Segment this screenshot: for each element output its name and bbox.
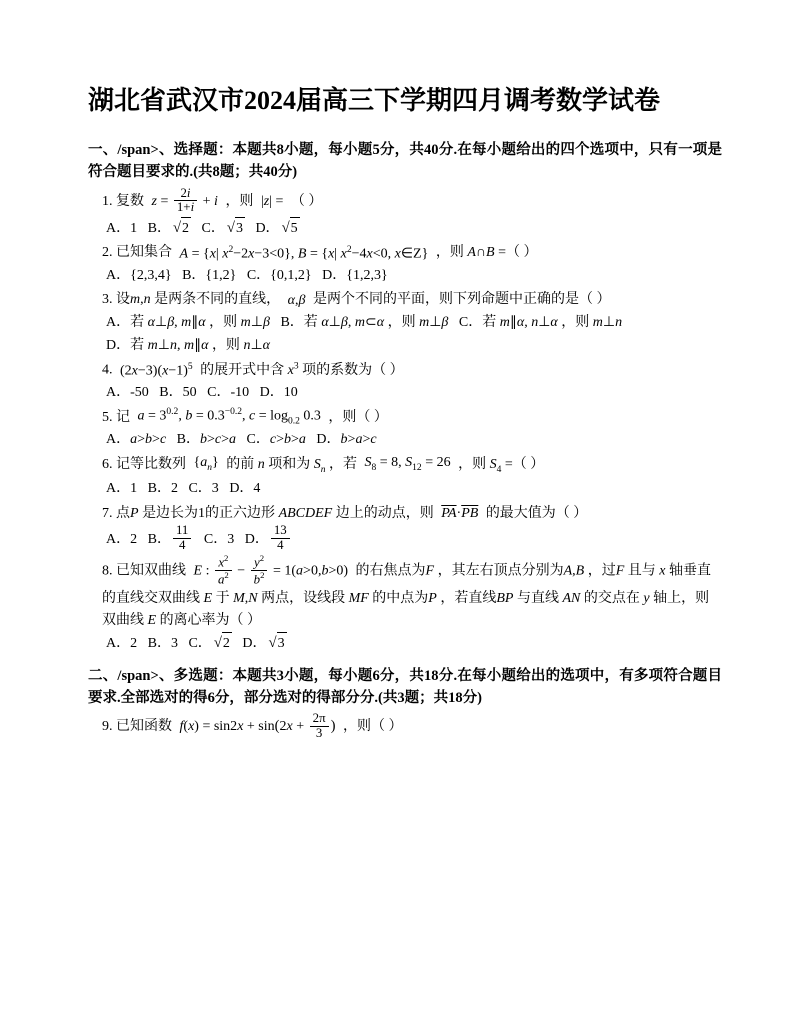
section-heading-1: 一、/span>、选择题：本题共8小题，每小题5分，共40分.在每小题给出的四个选项中，只有一项是符合题目要求的.(共8题；共40分)	[88, 142, 722, 181]
question-1-blank: （ ）	[290, 194, 323, 210]
option-b: B．{1,2}	[182, 268, 237, 284]
question-1-options	[88, 217, 722, 241]
option-b: B．2	[147, 481, 178, 497]
question-7-stem-pre: 点P 是边长为1的正六边形 ABCDEF 边上的动点，则	[116, 505, 434, 521]
question-7-formula: $\overline{PA}\cdot\overline{PB}$	[441, 505, 479, 521]
page-title: 湖北省武汉市2024届高三下学期四月调考数学试卷	[88, 86, 661, 115]
question-7	[88, 503, 722, 525]
question-2-stem-post: ，则 A∩B =（ ）	[435, 245, 538, 261]
question-1-modulus: |z| =	[260, 194, 284, 210]
question-4-number: 4.	[102, 362, 113, 378]
option-b: B．50	[159, 385, 197, 401]
question-6	[88, 454, 722, 478]
option-d: D．b>a>c	[316, 432, 377, 448]
question-4-stem-post: 的展开式中含 $x^3$ 项的系数为（ ）	[200, 360, 404, 378]
question-1-stem-post: ，则	[225, 194, 254, 210]
option-a: A．1	[106, 220, 138, 236]
question-2-stem-pre: 已知集合	[116, 245, 172, 261]
question-5	[88, 407, 722, 429]
question-1-stem-pre: 复数	[116, 194, 144, 210]
question-7-number: 7.	[102, 505, 113, 521]
question-1-number: 1.	[102, 194, 113, 210]
question-4-options	[88, 382, 722, 404]
question-4	[88, 359, 722, 381]
question-2-formula: A = {x| $x^2-2x-3<0$}, B = {x| $x^2-4x<0$, x∈Z}	[179, 244, 429, 262]
question-6-stem-mid: 的前 n 项和为 $S_n$ ，若	[226, 456, 357, 475]
option-b: B．b>c>a	[176, 432, 237, 448]
question-3-stem-pre: 设m,n 是两条不同的直线，	[116, 292, 281, 308]
question-8-number: 8.	[102, 563, 113, 579]
option-b: B． √2	[148, 221, 191, 236]
option-a: A．2	[106, 636, 138, 652]
question-9-formula: f(x) = sin2x + sin(2x + $\frac{2\pi}{3}$ )	[179, 711, 336, 740]
option-d: D． √3	[242, 636, 286, 651]
question-9-stem-pre: 已知函数	[116, 719, 172, 735]
question-6-options	[88, 478, 722, 500]
question-1	[88, 185, 722, 216]
question-2-options	[88, 265, 722, 287]
question-3-stem-post: 是两个不同的平面，则下列命题中正确的是（ ）	[312, 292, 611, 308]
option-a: A．{2,3,4}	[106, 268, 172, 284]
question-6-stem-pre: 记等比数列	[116, 456, 186, 472]
section-heading-2: 二、/span>、多选题：本题共3小题，每小题6分，共18分.在每小题给出的选项中，有多项符合题目要求.全部选对的得6分，部分选对的得部分分.(共3题；共18分)	[88, 667, 722, 706]
option-c: C． √2	[188, 636, 231, 651]
question-9-stem-post: ，则（ ）	[343, 719, 403, 735]
question-3	[88, 289, 722, 311]
option-a: A．2	[106, 531, 138, 547]
option-d: D．4	[229, 481, 261, 497]
question-8-options	[88, 632, 722, 656]
option-a: A．1	[106, 481, 138, 497]
question-5-options	[88, 429, 722, 451]
option-d: D．若 m⊥n, m∥α ，则 n⊥α	[106, 337, 270, 353]
question-3-number: 3.	[102, 292, 113, 308]
question-9	[88, 713, 722, 741]
option-c: C．c>b>a	[246, 432, 306, 448]
question-2-number: 2.	[102, 245, 113, 261]
option-d: D． √5	[255, 221, 299, 236]
question-8	[88, 555, 722, 631]
question-3-options	[88, 312, 722, 357]
question-9-number: 9.	[102, 719, 113, 735]
question-8-stem-post: 的右焦点为F ，其左右顶点分别为A,B ，过F 且与 x 轴垂直的直线交双曲线 E 于 M,N 两点，设线段 MF 的中点为P ，若直线BP 与直线 AN 的交点在 y 轴上，则双曲线 E 的离心率为（ ）	[102, 563, 711, 628]
question-4-formula: $(2x-3)(x-1)^5$	[120, 361, 193, 379]
option-c: C． √3	[202, 221, 245, 236]
option-c: C．若 m∥α, n⊥α ，则 m⊥n	[458, 315, 623, 331]
option-d: D．10	[259, 385, 298, 401]
option-a: A．a>b>c	[106, 432, 167, 448]
question-5-stem-post: ，则（ ）	[328, 409, 388, 425]
option-c: C．3	[188, 481, 219, 497]
question-6-stem-post: ，则 $S_4$ =（ ）	[458, 456, 545, 475]
option-b: B．若 α⊥β, m⊂α ，则 m⊥β	[280, 315, 449, 331]
question-5-formula: $a = 3^{0.2}$, $b = 0.3^{-0.2}$, $c = \log_{0.2} 0.3$	[137, 407, 321, 427]
option-c: C．{0,1,2}	[246, 268, 312, 284]
question-5-stem-pre: 记	[116, 409, 130, 425]
option-a: A．若 α⊥β, m∥α ，则 m⊥β	[106, 315, 270, 331]
question-7-stem-post: 的最大值为（ ）	[485, 505, 588, 521]
option-c: C．3	[203, 531, 235, 547]
question-1-formula: z = $\frac{2i}{1+i}$ + i	[151, 185, 218, 215]
question-6-sequence: $\{a_n\}$	[193, 455, 219, 474]
question-5-number: 5.	[102, 409, 113, 425]
question-2	[88, 242, 722, 264]
option-d: D． $\frac{13}{4}$	[245, 532, 292, 547]
question-3-planes: α,β	[287, 292, 306, 308]
option-c: C．-10	[207, 385, 250, 401]
question-6-number: 6.	[102, 456, 113, 472]
option-d: D．{1,2,3}	[322, 268, 388, 284]
option-a: A．-50	[106, 385, 149, 401]
option-b: B．3	[147, 636, 178, 652]
question-8-stem-pre: 已知双曲线	[116, 563, 186, 579]
question-6-formula: $S_8 = 8$, $S_{12} = 26$	[364, 455, 451, 474]
option-b: B． $\frac{11}{4}$	[148, 532, 194, 547]
question-8-formula: E : $\frac{x^2}{a^2}$ − $\frac{y^2}{b^2}$ = 1(a>0,b>0)	[193, 553, 349, 587]
question-7-options	[88, 525, 722, 553]
